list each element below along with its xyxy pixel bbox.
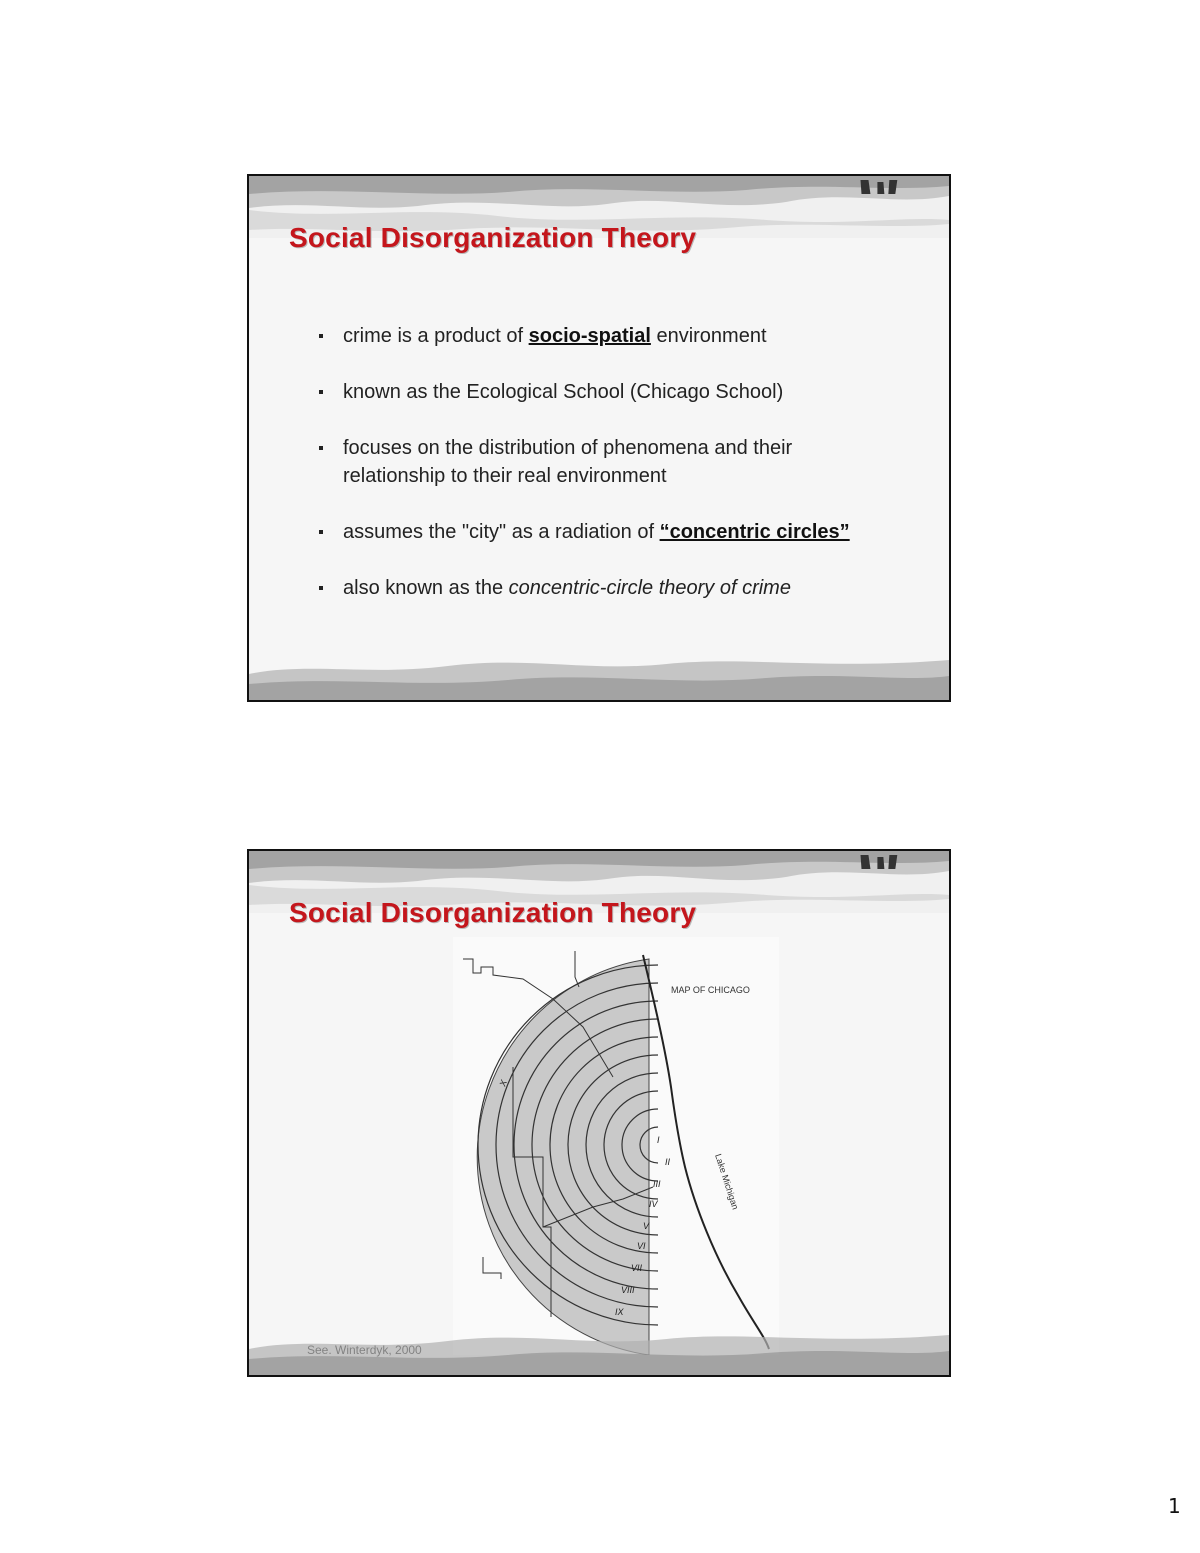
zone-label: X (497, 1078, 509, 1088)
bullet-text: environment (650, 325, 767, 347)
map-title: MAP OF CHICAGO (671, 985, 750, 995)
zone-label: V (643, 1221, 650, 1231)
chicago-concentric-map (453, 937, 779, 1355)
zone-label: VIII (621, 1285, 635, 1295)
bullet-item (319, 322, 879, 350)
bullet-text: also known as the (343, 577, 509, 599)
decorative-banner-bottom (249, 1329, 949, 1375)
zone-label: VI (637, 1241, 646, 1251)
bullet-italic: concentric-circle theory of crime (508, 577, 791, 599)
bullet-marker (319, 334, 323, 338)
zone-label: VII (631, 1263, 643, 1273)
bullet-item (319, 574, 879, 602)
zone-label: IX (615, 1307, 624, 1317)
slide-1 (247, 174, 951, 702)
bullet-marker (319, 586, 323, 590)
bullet-list (319, 322, 879, 630)
zone-label: III (653, 1179, 661, 1189)
bullet-text: known as the Ecological School (Chicago School) (343, 381, 784, 403)
zone-label: II (665, 1157, 671, 1167)
bullet-item (319, 378, 879, 406)
bullet-emphasis: “concentric circles” (659, 521, 850, 543)
bullet-text: focuses on the distribution of phenomena and their relationship to their real environment (343, 437, 793, 487)
bullet-text: assumes the "city" as a radiation of (343, 521, 660, 543)
slide-title: Social Disorganization Theory (289, 897, 697, 928)
bullet-item (319, 434, 879, 490)
page-number: 1 (1168, 1494, 1181, 1518)
bullet-marker (319, 530, 323, 534)
bullet-emphasis: socio-spatial (528, 325, 651, 347)
slide-2 (247, 849, 951, 1377)
map-figure (453, 937, 779, 1355)
bullet-text: crime is a product of (343, 325, 529, 347)
zone-label: IV (649, 1199, 658, 1209)
decorative-banner-bottom (249, 654, 949, 700)
bullet-item (319, 518, 879, 546)
bullet-marker (319, 446, 323, 450)
bullet-marker (319, 390, 323, 394)
slide-title: Social Disorganization Theory (289, 222, 697, 253)
zone-label: I (657, 1135, 660, 1145)
lake-label: Lake Michigan (713, 1152, 741, 1211)
